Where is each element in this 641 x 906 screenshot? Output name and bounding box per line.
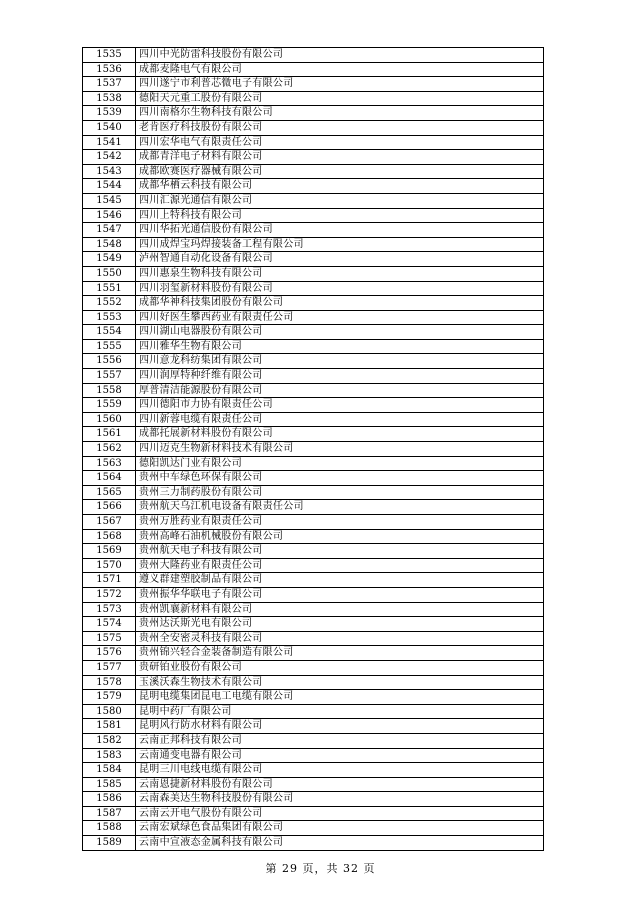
row-number: 1541 <box>83 135 136 150</box>
table-row <box>83 704 544 719</box>
table-row <box>83 836 544 851</box>
row-number: 1547 <box>83 223 136 238</box>
row-number: 1589 <box>83 836 136 851</box>
row-number: 1564 <box>83 471 136 486</box>
table-row <box>83 675 544 690</box>
company-name: 四川新蓉电缆有限责任公司 <box>136 412 544 427</box>
company-name: 老肯医疗科技股份有限公司 <box>136 120 544 135</box>
company-name: 四川润厚特种纤维有限公司 <box>136 369 544 384</box>
row-number: 1539 <box>83 106 136 121</box>
row-number: 1576 <box>83 646 136 661</box>
row-number: 1545 <box>83 193 136 208</box>
row-number: 1557 <box>83 369 136 384</box>
company-name: 遵义群建塑胶制品有限公司 <box>136 573 544 588</box>
company-name: 四川中光防雷科技股份有限公司 <box>136 48 544 63</box>
company-name: 贵州三力制药股份有限公司 <box>136 485 544 500</box>
company-name: 德阳凯达门业有限公司 <box>136 456 544 471</box>
company-name: 成都麦隆电气有限公司 <box>136 62 544 77</box>
company-name: 四川遂宁市利普芯微电子有限公司 <box>136 77 544 92</box>
company-name: 四川意龙科纺集团有限公司 <box>136 354 544 369</box>
row-number: 1538 <box>83 91 136 106</box>
company-name: 四川上特科技有限公司 <box>136 208 544 223</box>
row-number: 1579 <box>83 690 136 705</box>
table-row <box>83 77 544 92</box>
table-row <box>83 748 544 763</box>
table-row <box>83 792 544 807</box>
company-name: 泸州智通自动化设备有限公司 <box>136 252 544 267</box>
row-number: 1553 <box>83 310 136 325</box>
row-number: 1581 <box>83 719 136 734</box>
row-number: 1563 <box>83 456 136 471</box>
table-row <box>83 354 544 369</box>
company-name: 成都欧赛医疗器械有限公司 <box>136 164 544 179</box>
company-name: 贵州大隆药业有限责任公司 <box>136 558 544 573</box>
company-name: 玉溪沃森生物技术有限公司 <box>136 675 544 690</box>
company-name: 贵州航天乌江机电设备有限责任公司 <box>136 500 544 515</box>
table-row <box>83 573 544 588</box>
row-number: 1582 <box>83 733 136 748</box>
company-name: 成都华栖云科技有限公司 <box>136 179 544 194</box>
table-row <box>83 208 544 223</box>
row-number: 1580 <box>83 704 136 719</box>
table-row <box>83 135 544 150</box>
table-row <box>83 120 544 135</box>
company-name: 贵州全安密灵科技有限公司 <box>136 631 544 646</box>
company-name: 贵州高峰石油机械股份有限公司 <box>136 529 544 544</box>
company-name: 四川好医生攀西药业有限责任公司 <box>136 310 544 325</box>
table-row <box>83 587 544 602</box>
table-row <box>83 164 544 179</box>
table-row <box>83 763 544 778</box>
table-row <box>83 646 544 661</box>
table-row <box>83 442 544 457</box>
company-name: 云南云开电气股份有限公司 <box>136 806 544 821</box>
company-name: 四川南格尔生物科技有限公司 <box>136 106 544 121</box>
table-row <box>83 281 544 296</box>
company-name: 贵州万胜药业有限责任公司 <box>136 515 544 530</box>
company-list <box>82 47 544 851</box>
row-number: 1550 <box>83 266 136 281</box>
row-number: 1571 <box>83 573 136 588</box>
table-row <box>83 310 544 325</box>
table-row <box>83 515 544 530</box>
row-number: 1540 <box>83 120 136 135</box>
company-name: 成都托展新材料股份有限公司 <box>136 427 544 442</box>
company-table <box>82 47 544 851</box>
row-number: 1575 <box>83 631 136 646</box>
table-row <box>83 631 544 646</box>
table-row <box>83 223 544 238</box>
row-number: 1551 <box>83 281 136 296</box>
table-row <box>83 660 544 675</box>
row-number: 1587 <box>83 806 136 821</box>
table-row <box>83 48 544 63</box>
company-name: 云南通变电器有限公司 <box>136 748 544 763</box>
table-row <box>83 485 544 500</box>
table-row <box>83 806 544 821</box>
row-number: 1542 <box>83 150 136 165</box>
row-number: 1535 <box>83 48 136 63</box>
company-name: 四川湖山电器股份有限公司 <box>136 325 544 340</box>
row-number: 1588 <box>83 821 136 836</box>
company-name: 四川汇源光通信有限公司 <box>136 193 544 208</box>
table-row <box>83 383 544 398</box>
company-name: 四川雅华生物有限公司 <box>136 339 544 354</box>
company-name: 贵州凯襄新材料有限公司 <box>136 602 544 617</box>
table-row <box>83 690 544 705</box>
row-number: 1574 <box>83 617 136 632</box>
table-row <box>83 296 544 311</box>
row-number: 1558 <box>83 383 136 398</box>
company-table-body <box>83 48 544 851</box>
table-row <box>83 529 544 544</box>
company-name: 四川羽玺新材料股份有限公司 <box>136 281 544 296</box>
company-name: 德阳天元重工股份有限公司 <box>136 91 544 106</box>
table-row <box>83 544 544 559</box>
row-number: 1562 <box>83 442 136 457</box>
company-name: 四川迈克生物新材料技术有限公司 <box>136 442 544 457</box>
company-name: 贵州振华华联电子有限公司 <box>136 587 544 602</box>
company-name: 四川惠泉生物科技有限公司 <box>136 266 544 281</box>
company-name: 成都青洋电子材料有限公司 <box>136 150 544 165</box>
table-row <box>83 617 544 632</box>
company-name: 昆明风行防水材料有限公司 <box>136 719 544 734</box>
row-number: 1544 <box>83 179 136 194</box>
company-name: 云南恩捷新材料股份有限公司 <box>136 777 544 792</box>
row-number: 1560 <box>83 412 136 427</box>
table-row <box>83 719 544 734</box>
row-number: 1543 <box>83 164 136 179</box>
table-row <box>83 252 544 267</box>
company-name: 成都华神科技集团股份有限公司 <box>136 296 544 311</box>
row-number: 1556 <box>83 354 136 369</box>
company-name: 云南正邦科技有限公司 <box>136 733 544 748</box>
table-row <box>83 91 544 106</box>
table-row <box>83 427 544 442</box>
row-number: 1585 <box>83 777 136 792</box>
row-number: 1584 <box>83 763 136 778</box>
row-number: 1561 <box>83 427 136 442</box>
table-row <box>83 558 544 573</box>
table-row <box>83 179 544 194</box>
table-row <box>83 339 544 354</box>
table-row <box>83 325 544 340</box>
company-name: 昆明中药厂有限公司 <box>136 704 544 719</box>
row-number: 1570 <box>83 558 136 573</box>
company-name: 四川德阳市力协有限责任公司 <box>136 398 544 413</box>
table-row <box>83 412 544 427</box>
row-number: 1566 <box>83 500 136 515</box>
table-row <box>83 62 544 77</box>
row-number: 1537 <box>83 77 136 92</box>
row-number: 1548 <box>83 237 136 252</box>
row-number: 1549 <box>83 252 136 267</box>
row-number: 1573 <box>83 602 136 617</box>
row-number: 1578 <box>83 675 136 690</box>
company-name: 贵州达沃斯光电有限公司 <box>136 617 544 632</box>
table-row <box>83 106 544 121</box>
row-number: 1577 <box>83 660 136 675</box>
row-number: 1559 <box>83 398 136 413</box>
row-number: 1572 <box>83 587 136 602</box>
row-number: 1569 <box>83 544 136 559</box>
company-name: 云南宏斌绿色食品集团有限公司 <box>136 821 544 836</box>
row-number: 1555 <box>83 339 136 354</box>
row-number: 1583 <box>83 748 136 763</box>
page-footer: 第 29 页，共 32 页 <box>265 862 376 875</box>
row-number: 1554 <box>83 325 136 340</box>
table-row <box>83 733 544 748</box>
row-number: 1586 <box>83 792 136 807</box>
row-number: 1552 <box>83 296 136 311</box>
table-row <box>83 500 544 515</box>
table-row <box>83 821 544 836</box>
table-row <box>83 266 544 281</box>
table-row <box>83 237 544 252</box>
row-number: 1546 <box>83 208 136 223</box>
company-name: 贵州航天电子科技有限公司 <box>136 544 544 559</box>
table-row <box>83 602 544 617</box>
company-name: 贵州锦兴轻合金装备制造有限公司 <box>136 646 544 661</box>
company-name: 贵州中车绿色环保有限公司 <box>136 471 544 486</box>
company-name: 云南森美达生物科技股份有限公司 <box>136 792 544 807</box>
row-number: 1568 <box>83 529 136 544</box>
company-name: 云南中宣液态金属科技有限公司 <box>136 836 544 851</box>
table-row <box>83 398 544 413</box>
table-row <box>83 471 544 486</box>
table-row <box>83 150 544 165</box>
table-row <box>83 369 544 384</box>
company-name: 厚普清洁能源股份有限公司 <box>136 383 544 398</box>
company-name: 昆明电缆集团昆电工电缆有限公司 <box>136 690 544 705</box>
company-name: 四川成焊宝玛焊接装备工程有限公司 <box>136 237 544 252</box>
company-name: 四川华拓光通信股份有限公司 <box>136 223 544 238</box>
table-row <box>83 193 544 208</box>
table-row <box>83 456 544 471</box>
row-number: 1567 <box>83 515 136 530</box>
company-name: 贵研铂业股份有限公司 <box>136 660 544 675</box>
row-number: 1536 <box>83 62 136 77</box>
company-name: 四川宏华电气有限责任公司 <box>136 135 544 150</box>
company-name: 昆明三川电线电缆有限公司 <box>136 763 544 778</box>
row-number: 1565 <box>83 485 136 500</box>
table-row <box>83 777 544 792</box>
